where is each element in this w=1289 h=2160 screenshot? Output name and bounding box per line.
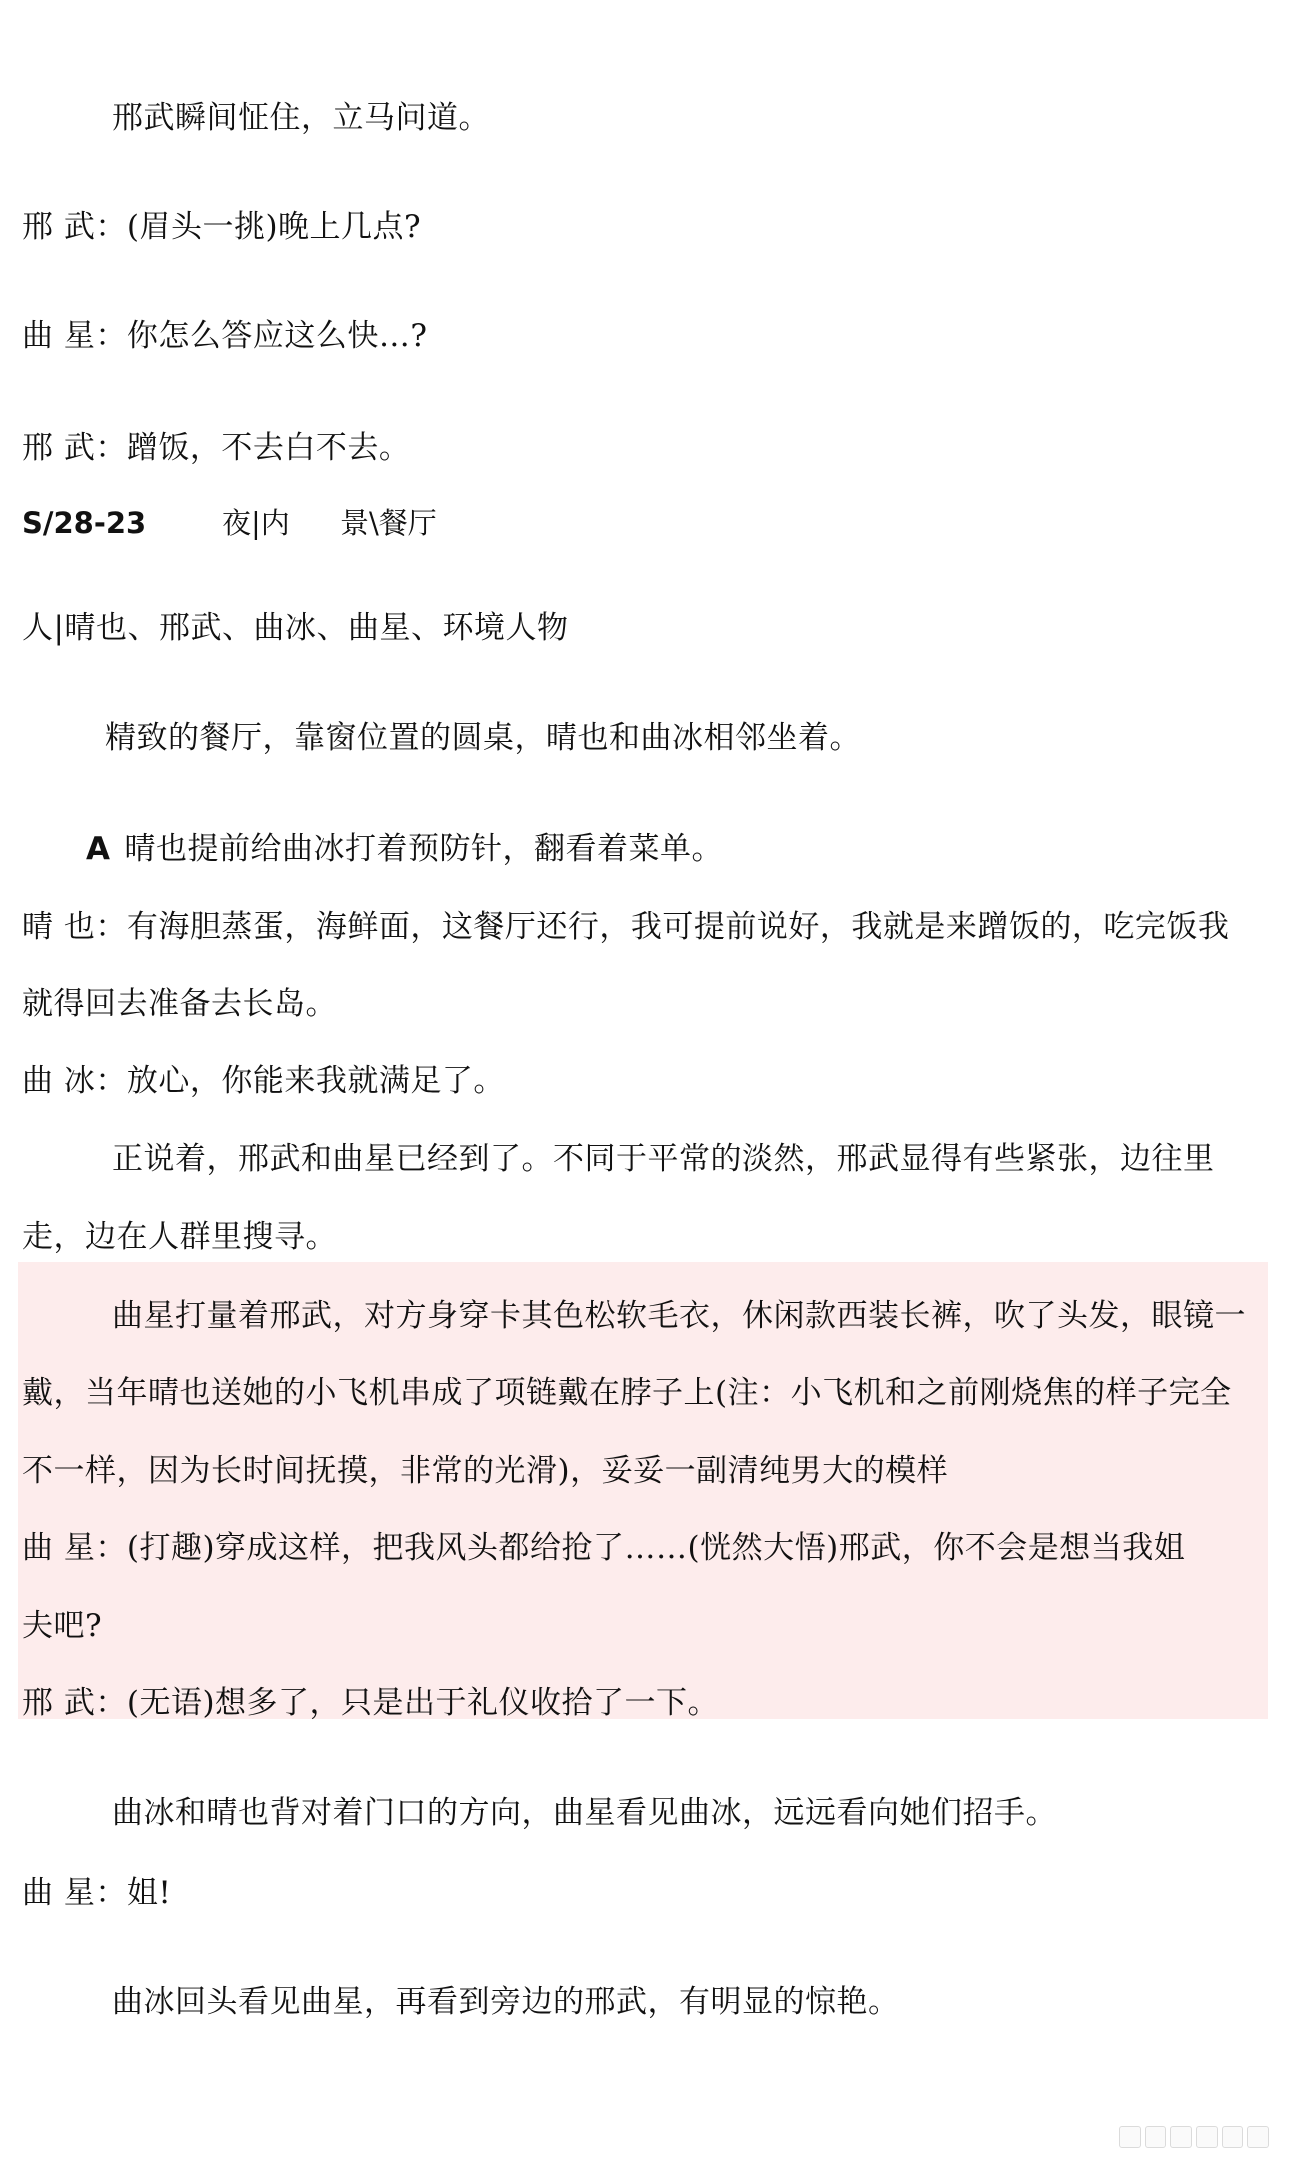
action-line: 正说着，邢武和曲星已经到了。不同于平常的淡然，邢武显得有些紧张，边往里 xyxy=(112,1141,1215,1177)
scene-place: 景\餐厅 xyxy=(340,506,437,540)
action-line: 精致的餐厅，靠窗位置的圆桌，晴也和曲冰相邻坐着。 xyxy=(105,720,861,756)
cast-line: 人|晴也、邢武、曲冰、曲星、环境人物 xyxy=(22,610,569,646)
dialogue-line: 邢 武：蹭饭，不去白不去。 xyxy=(22,430,411,466)
scene-code: S/28-23 xyxy=(22,506,147,540)
action-continuation: 走，边在人群里搜寻。 xyxy=(22,1219,337,1255)
dialogue-line: 曲 星：你怎么答应这么快…? xyxy=(22,318,428,354)
dialogue-continuation: 就得回去准备去长岛。 xyxy=(22,986,337,1022)
action-line: 曲冰和晴也背对着门口的方向，曲星看见曲冰，远远看向她们招手。 xyxy=(112,1795,1057,1831)
dialogue-line: 邢 武：(眉头一挑)晚上几点? xyxy=(22,209,422,245)
action-line: 曲冰回头看见曲星，再看到旁边的邢武，有明显的惊艳。 xyxy=(112,1984,900,2020)
sub-scene-marker: A xyxy=(86,831,111,867)
highlighted-action-continuation: 不一样，因为长时间抚摸，非常的光滑)，妥妥一副清纯男大的模样 xyxy=(22,1453,949,1489)
highlighted-dialogue-line: 邢 武：(无语)想多了，只是出于礼仪收拾了一下。 xyxy=(22,1685,720,1721)
sub-scene-text: 晴也提前给曲冰打着预防针，翻看着菜单。 xyxy=(124,831,723,867)
sub-scene-line xyxy=(86,829,723,869)
watermark-image xyxy=(1119,2126,1269,2146)
dialogue-line: 曲 冰：放心，你能来我就满足了。 xyxy=(22,1063,505,1099)
dialogue-line: 曲 星：姐! xyxy=(22,1875,172,1911)
dialogue-line: 晴 也：有海胆蒸蛋，海鲜面，这餐厅还行，我可提前说好，我就是来蹭饭的，吃完饭我 xyxy=(22,909,1230,945)
scene-time: 夜|内 xyxy=(222,506,290,540)
highlighted-dialogue-line: 曲 星：(打趣)穿成这样，把我风头都给抢了……(恍然大悟)邢武，你不会是想当我姐 xyxy=(22,1530,1186,1566)
highlighted-action-line: 曲星打量着邢武，对方身穿卡其色松软毛衣，休闲款西装长裤，吹了头发，眼镜一 xyxy=(112,1298,1246,1334)
highlighted-dialogue-continuation: 夫吧? xyxy=(22,1608,103,1644)
action-line: 邢武瞬间怔住，立马问道。 xyxy=(112,100,490,136)
scene-heading xyxy=(22,503,437,543)
highlighted-action-continuation: 戴，当年晴也送她的小飞机串成了项链戴在脖子上(注：小飞机和之前刚烧焦的样子完全 xyxy=(22,1375,1232,1411)
